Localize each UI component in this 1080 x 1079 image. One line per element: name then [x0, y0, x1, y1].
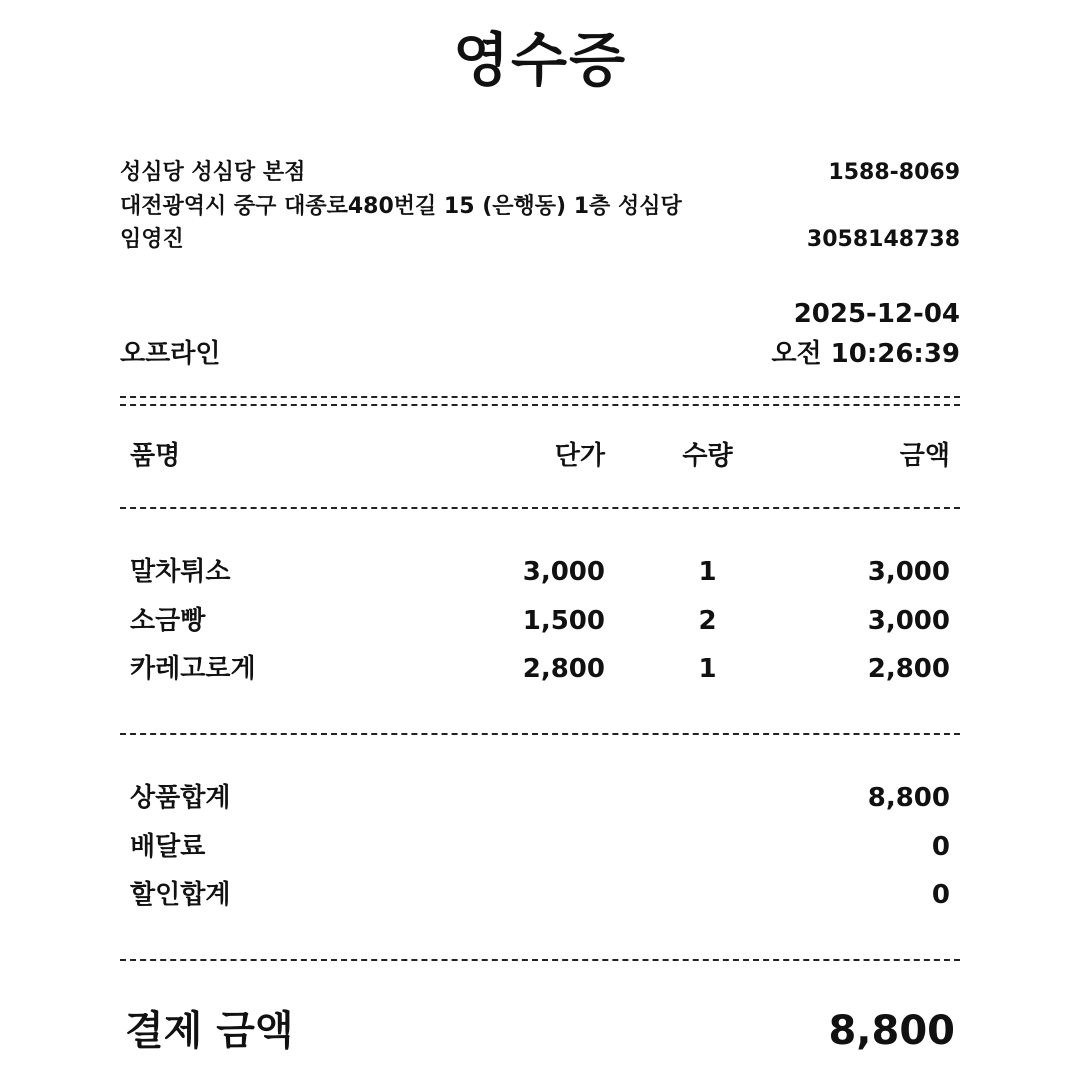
total-label: 결제 금액: [125, 1008, 294, 1054]
item-amount: 3,000: [867, 557, 950, 587]
divider-header: [120, 507, 960, 509]
item-qty: 2: [698, 606, 717, 636]
item-name: 말차튀소: [130, 557, 231, 587]
summary-label: 상품합계: [130, 783, 231, 813]
summary-value: 0: [931, 880, 950, 910]
summary-value: 8,800: [867, 783, 950, 813]
table-row: [130, 603, 950, 639]
item-name: 카레고로게: [130, 654, 256, 684]
total-amount: 8,800: [828, 1008, 955, 1054]
summary-label: 배달료: [130, 832, 206, 862]
summary-row: [130, 829, 950, 865]
store-owner: 임영진: [120, 227, 184, 252]
item-qty: 1: [698, 654, 717, 684]
table-header: [130, 438, 950, 474]
receipt-title: 영수증: [452, 26, 628, 94]
header-name: 품명: [130, 441, 181, 471]
item-unit-price: 2,800: [522, 654, 605, 684]
divider-items: [120, 733, 960, 735]
summary-row: [130, 780, 950, 816]
item-qty: 1: [698, 557, 717, 587]
summary-row: [130, 877, 950, 913]
summary-label: 할인합계: [130, 880, 231, 910]
store-phone: 1588-8069: [828, 160, 960, 185]
business-number: 3058148738: [806, 227, 960, 252]
summary-value: 0: [931, 832, 950, 862]
divider-double-top: [120, 396, 960, 398]
receipt-date: 2025-12-04: [793, 299, 960, 329]
receipt-time: 오전 10:26:39: [771, 339, 960, 369]
header-amount: 금액: [899, 441, 950, 471]
item-amount: 2,800: [867, 654, 950, 684]
item-amount: 3,000: [867, 606, 950, 636]
item-unit-price: 1,500: [522, 606, 605, 636]
order-type: 오프라인: [120, 339, 221, 369]
divider-double-bottom: [120, 404, 960, 406]
divider-summary: [120, 959, 960, 961]
store-address: 대전광역시 중구 대종로480번길 15 (은행동) 1층 성심당: [120, 194, 682, 219]
item-name: 소금빵: [130, 606, 206, 636]
table-row: [130, 651, 950, 687]
header-qty: 수량: [682, 441, 733, 471]
item-unit-price: 3,000: [522, 557, 605, 587]
table-row: [130, 554, 950, 590]
header-unit-price: 단가: [554, 441, 605, 471]
store-name: 성심당 성심당 본점: [120, 160, 306, 185]
